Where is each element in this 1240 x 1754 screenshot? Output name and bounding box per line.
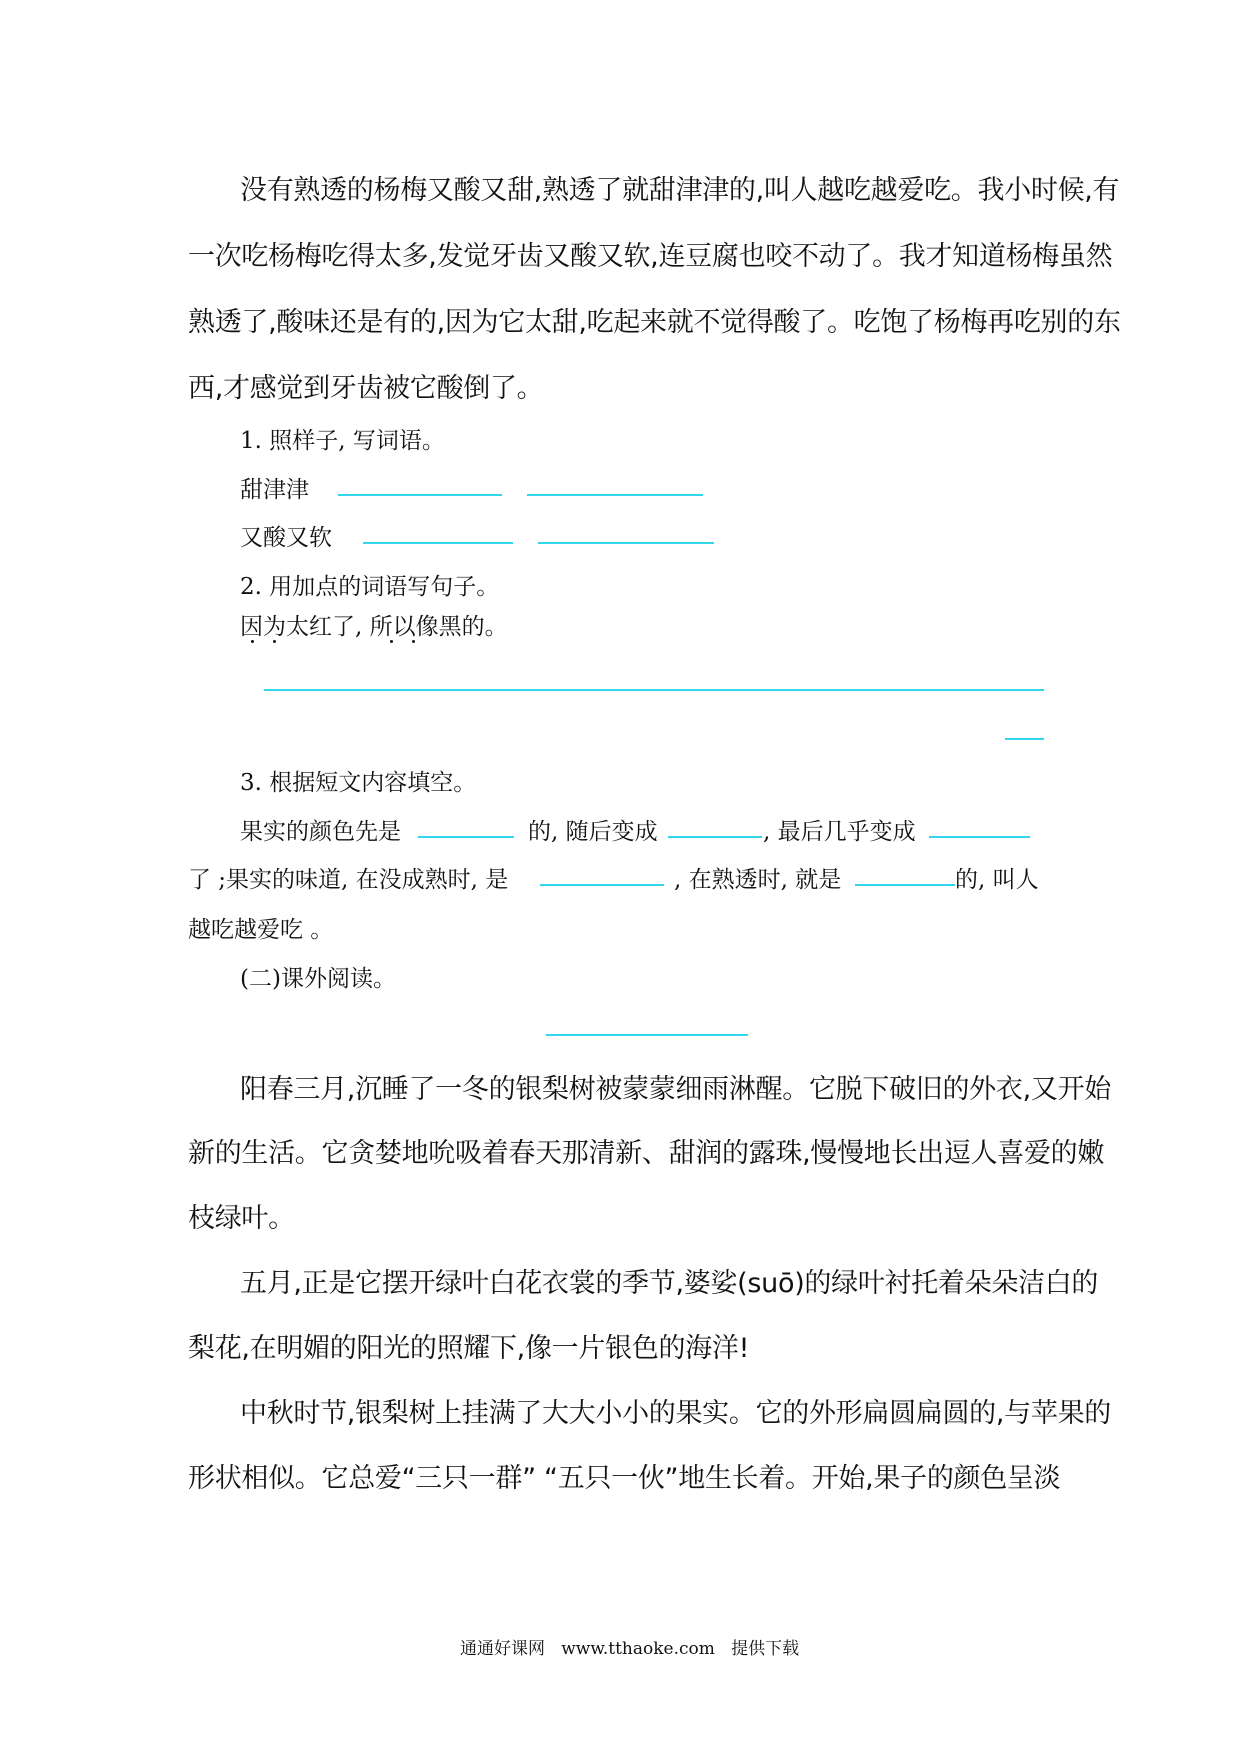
emphasis-dot bbox=[251, 640, 254, 643]
answer-blank-1a[interactable] bbox=[338, 494, 502, 496]
fill-blank-taste-1[interactable] bbox=[540, 884, 664, 886]
footer bbox=[460, 1634, 799, 1659]
passage-2-line-4: 五月,正是它摆开绿叶白花衣裳的季节,婆娑(suō)的绿叶衬托着朵朵洁白的 bbox=[240, 1268, 1099, 1299]
emphasis-dot bbox=[273, 640, 276, 643]
question-1-example-1: 甜津津 bbox=[240, 477, 309, 503]
passage-2-title-blank[interactable] bbox=[546, 1034, 748, 1036]
emphasis-dot bbox=[412, 640, 415, 643]
answer-blank-sentence-end[interactable] bbox=[1005, 738, 1044, 740]
passage-2-line-7: 形状相似。它总爱“三只一群” “五只一伙”地生长着。开始,果子的颜色呈淡 bbox=[188, 1463, 1061, 1494]
fill-blank-taste-2[interactable] bbox=[855, 884, 955, 886]
footer-note: 提供下载 bbox=[731, 1639, 800, 1659]
fill-blank-color-1[interactable] bbox=[418, 836, 514, 838]
question-1-title: 1. 照样子, 写词语。 bbox=[240, 428, 445, 454]
question-3-text-2c: 的, 叫人 bbox=[955, 867, 1039, 893]
answer-blank-1b[interactable] bbox=[527, 494, 703, 496]
section-2-title: (二)课外阅读。 bbox=[240, 966, 396, 992]
question-1-example-2: 又酸又软 bbox=[240, 525, 332, 551]
question-3-title: 3. 根据短文内容填空。 bbox=[240, 770, 477, 796]
question-2-title: 2. 用加点的词语写句子。 bbox=[240, 574, 500, 600]
passage-2-line-6: 中秋时节,银梨树上挂满了大大小小的果实。它的外形扁圆扁圆的,与苹果的 bbox=[240, 1398, 1111, 1429]
passage-1-line-1: 没有熟透的杨梅又酸又甜,熟透了就甜津津的,叫人越吃越爱吃。我小时候,有 bbox=[240, 175, 1120, 206]
passage-2-line-2: 新的生活。它贪婪地吮吸着春天那清新、甜润的露珠,慢慢地长出逗人喜爱的嫩 bbox=[188, 1138, 1105, 1169]
passage-2-line-1: 阳春三月,沉睡了一冬的银梨树被蒙蒙细雨淋醒。它脱下破旧的外衣,又开始 bbox=[240, 1074, 1111, 1105]
question-3-text-1b: 的, 随后变成 bbox=[528, 819, 658, 845]
question-2-sentence: 因为太红了, 所以像黑的。 bbox=[240, 614, 508, 640]
question-3-text-2b: , 在熟透时, 就是 bbox=[674, 867, 842, 893]
answer-blank-sentence[interactable] bbox=[264, 689, 1044, 691]
answer-blank-2b[interactable] bbox=[538, 542, 714, 544]
passage-1-line-2: 一次吃杨梅吃得太多,发觉牙齿又酸又软,连豆腐也咬不动了。我才知道杨梅虽然 bbox=[188, 241, 1113, 272]
passage-2-line-5: 梨花,在明媚的阳光的照耀下,像一片银色的海洋! bbox=[188, 1333, 750, 1364]
question-3-text-2a: 了 ;果实的味道, 在没成熟时, 是 bbox=[188, 867, 509, 893]
emphasis-dot bbox=[390, 640, 393, 643]
question-3-text-3: 越吃越爱吃 。 bbox=[188, 917, 334, 943]
footer-url[interactable]: www.tthaoke.com bbox=[561, 1639, 715, 1659]
question-3-text-1c: , 最后几乎变成 bbox=[763, 819, 916, 845]
passage-1-line-4: 西,才感觉到牙齿被它酸倒了。 bbox=[188, 373, 544, 404]
answer-blank-2a[interactable] bbox=[363, 542, 513, 544]
passage-1-line-3: 熟透了,酸味还是有的,因为它太甜,吃起来就不觉得酸了。吃饱了杨梅再吃别的东 bbox=[188, 307, 1121, 338]
footer-site-name: 通通好课网 bbox=[460, 1639, 545, 1659]
fill-blank-color-3[interactable] bbox=[929, 836, 1030, 838]
passage-2-line-3: 枝绿叶。 bbox=[188, 1203, 295, 1234]
question-3-text-1a: 果实的颜色先是 bbox=[240, 819, 401, 845]
fill-blank-color-2[interactable] bbox=[668, 836, 762, 838]
